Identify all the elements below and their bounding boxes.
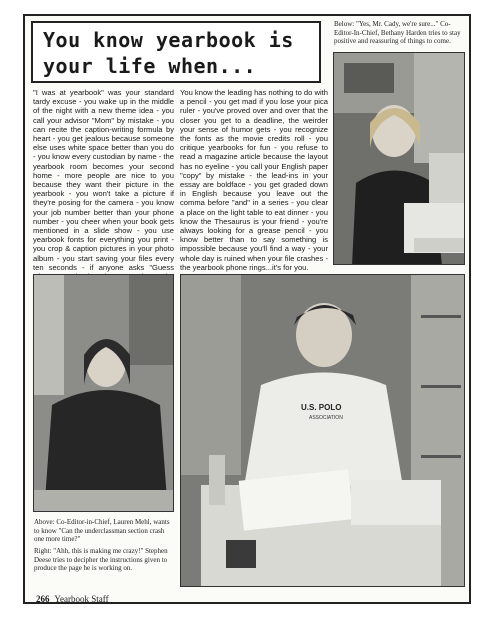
photo-stephen-image bbox=[181, 275, 465, 587]
body-column-2: You know the leading has nothing to do with a pencil - you get mad if you lose your pica ruler - you've proved over and over that the closer you get to a deadline, the weirder your sense of humor gets - you recognize the fonts as the movie credits roll - you critique yearbooks for fun - you refuse to read a magazine article because the layout has no eyeline - you call your English paper "copy" by mistake - the lead-ins in your essay are boldface - you get graded down in English because you leave out the comma before "and" in a series - you clear a place on the light table to eat dinner - you know the Thesaurus is your friend - you're always looking for a grease pencil - you know better than to say something is impossible because you'll find a way - your whole day is ruined when your file crashes - the yearbook phone rings...it's for you. bbox=[180, 88, 328, 272]
caption-top-right: Below: "Yes, Mr. Cady, we're sure..." Co-Editor-In-Chief, Bethany Harden tries to stay positive and reassuring of things to come. bbox=[334, 20, 461, 45]
page-title: You know yearbook is your life when... bbox=[43, 28, 294, 78]
caption-stephen: Right: "Ahh, this is making me crazy!" Stephen Deese tries to decipher the instructions given to produce the page he is working on. bbox=[34, 547, 168, 572]
body-column-1: "I was at yearbook" was your standard tardy excuse - you wake up in the middle of the night with a new theme idea - you call your advisor "Mom" by mistake - you can recite the caption-writing formula by heart - you get jealous because someone else uses white space better than you do - you know every custodian by name - the yearbook room becomes your second home - more people are nice to you because they want their picture in the yearbook - you won't take a picture if they're posing for the camera - you know your job number better than your phone number - you cheer when your book gets mentioned in a slide show - you use yearbook fonts for everything you print - you crop & caption pictures in your photo album - you start saving your files every ten seconds - if anyone asks "Guess bbox=[33, 88, 174, 272]
title-box bbox=[31, 21, 321, 83]
shirt-logo-subtext: ASSOCIATION bbox=[309, 415, 343, 421]
photo-lauren-image bbox=[34, 275, 174, 512]
page-footer bbox=[36, 594, 109, 604]
photo-stephen bbox=[180, 274, 465, 587]
caption-lauren: Above: Co-Editor-in-Chief, Lauren Mehl, wants to know "Can the underclassman section crash one more time?" bbox=[34, 518, 170, 543]
section-name: Yearbook Staff bbox=[54, 594, 109, 604]
photo-bethany bbox=[333, 52, 465, 265]
photo-lauren bbox=[33, 274, 174, 512]
photo-bethany-image bbox=[334, 53, 465, 265]
shirt-logo-text: U.S. POLO bbox=[301, 403, 342, 412]
page-number: 266 bbox=[36, 594, 50, 604]
